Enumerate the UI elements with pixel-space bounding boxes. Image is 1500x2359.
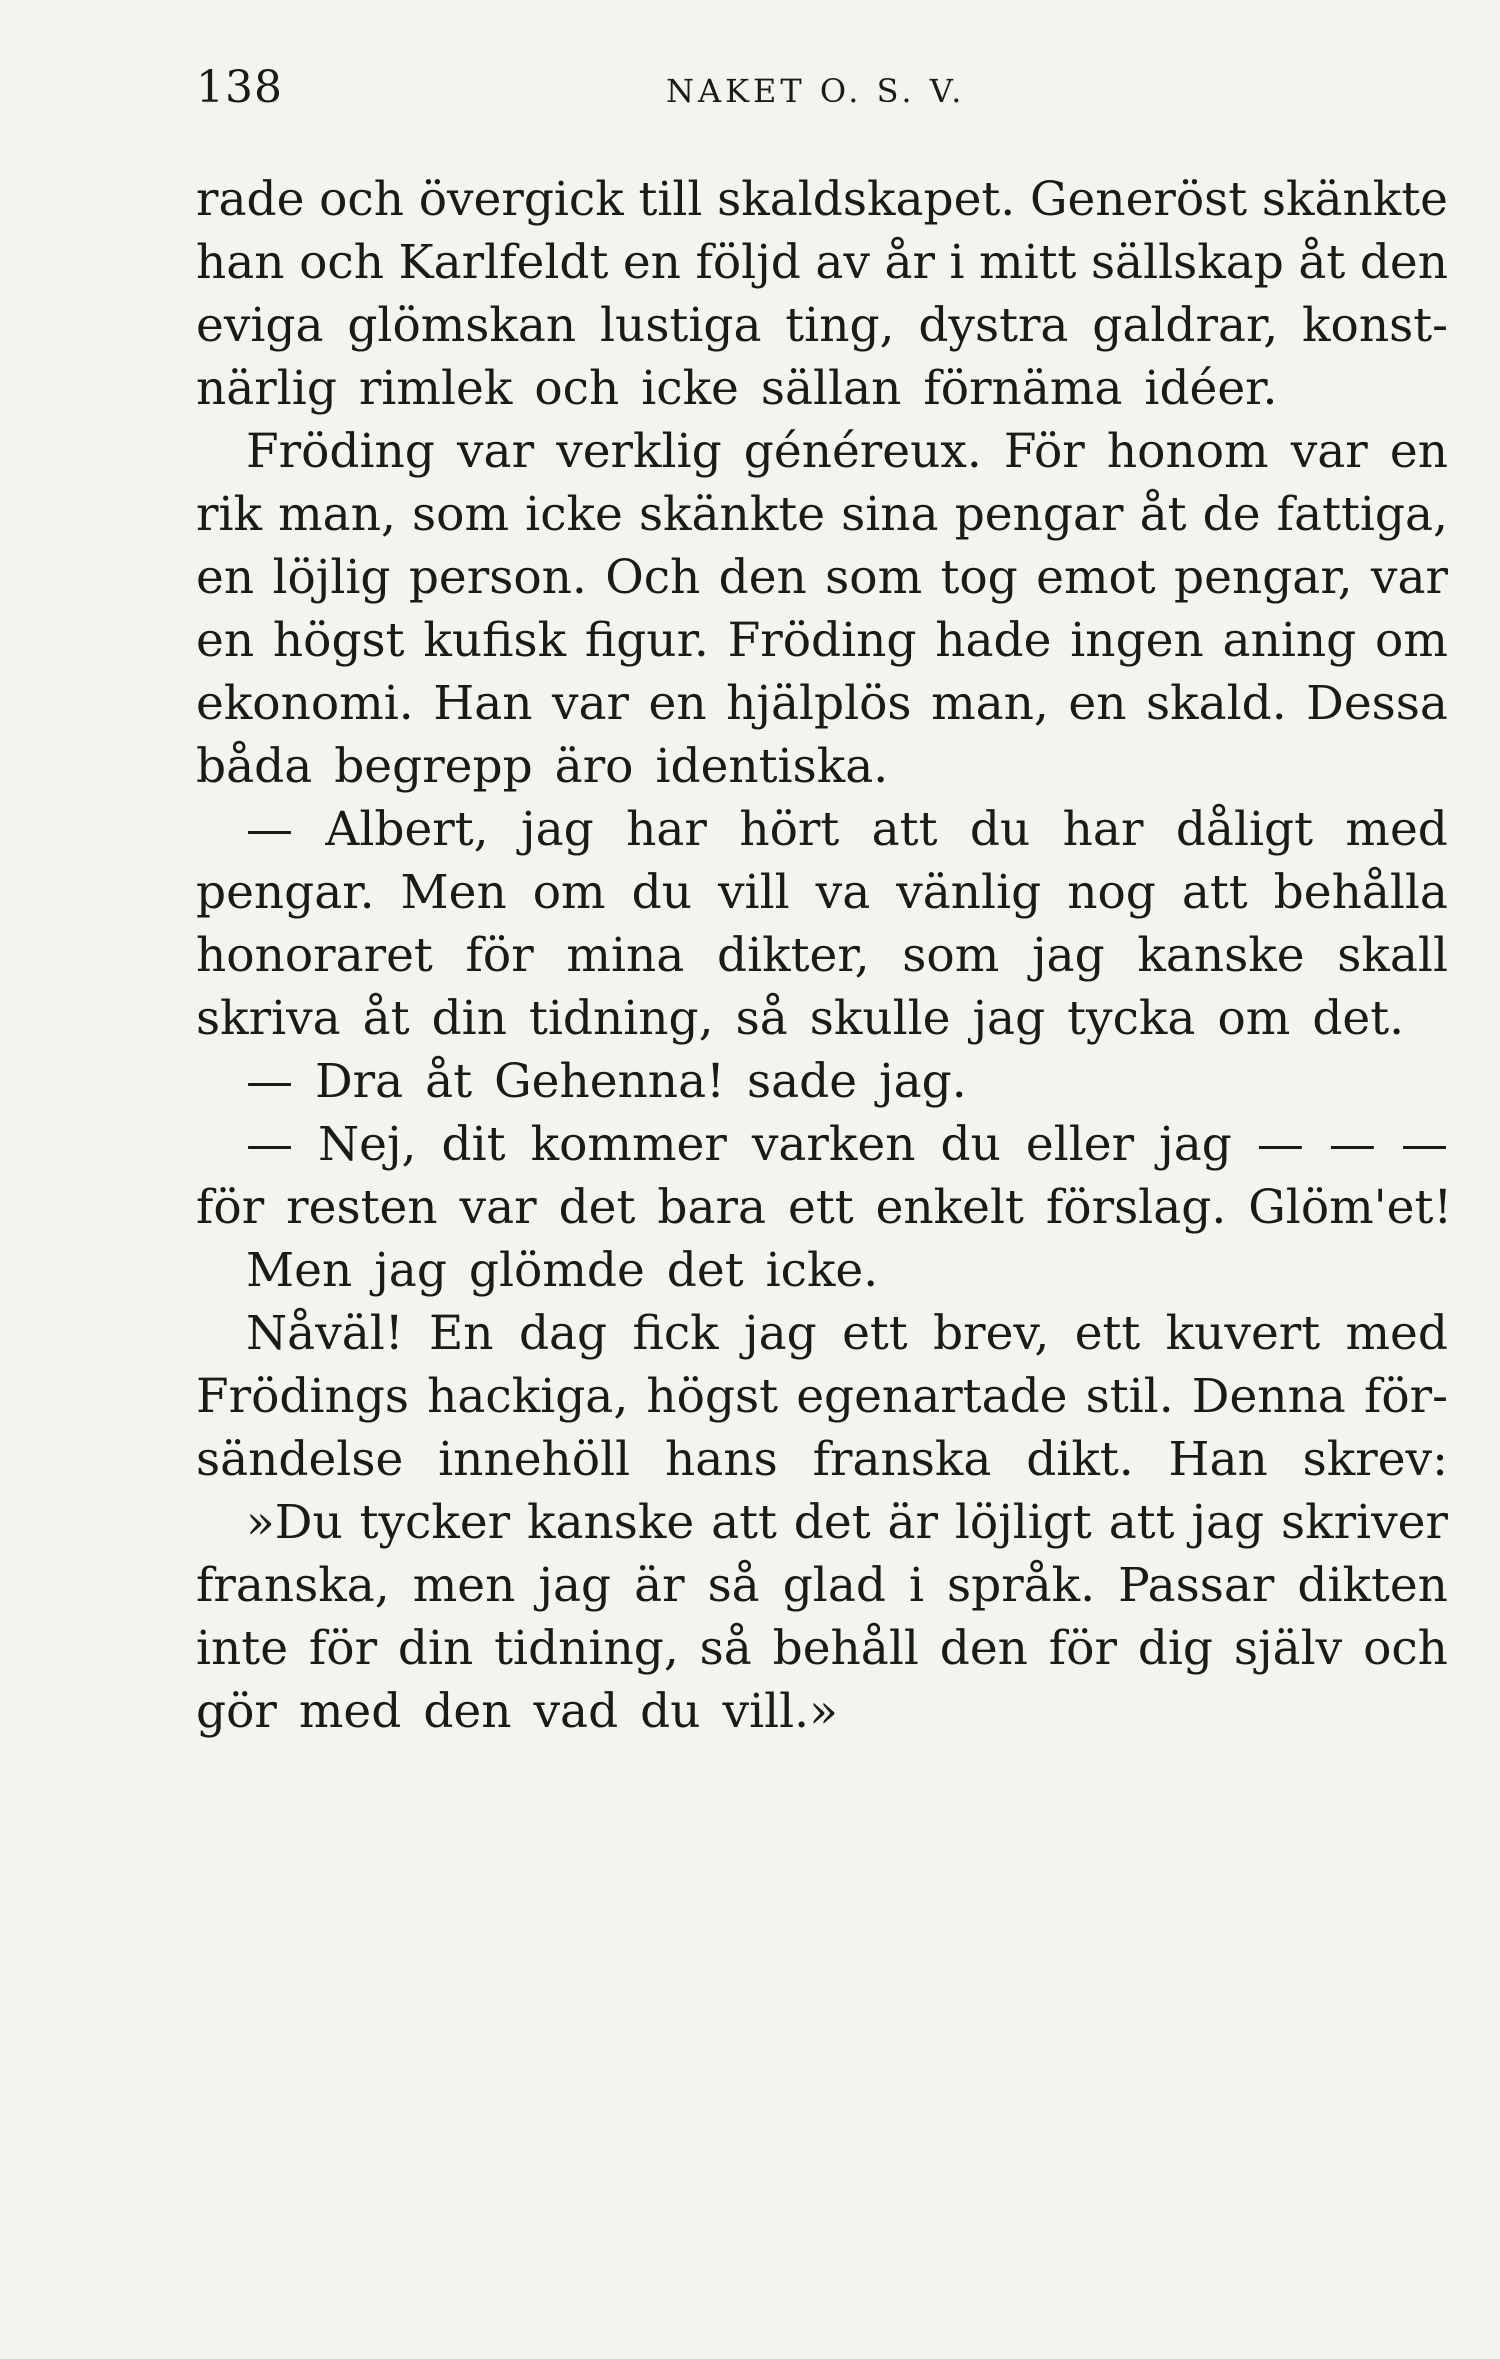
word: år (884, 235, 935, 290)
word: — (1400, 1117, 1448, 1172)
word: äro (554, 739, 634, 794)
word: icke (641, 361, 739, 416)
word: åt (1298, 235, 1346, 290)
word: rade (196, 172, 305, 227)
word: om (1217, 991, 1291, 1046)
word: vad (533, 1684, 619, 1739)
word: — (1256, 1117, 1304, 1172)
word: hört (739, 802, 840, 857)
word: vill (717, 865, 790, 920)
word: rimlek (358, 361, 513, 416)
word: du (631, 865, 692, 920)
word: kommer (530, 1117, 727, 1172)
text-line (196, 924, 1448, 987)
word: med (1345, 802, 1448, 857)
word: högst (646, 1369, 779, 1424)
word: sällskap (1090, 235, 1284, 290)
word: Gehenna! (494, 1054, 725, 1109)
text-line (196, 357, 1448, 420)
word: Men (400, 865, 507, 920)
word: »Du (246, 1495, 343, 1550)
word: han (196, 235, 285, 290)
word: har (1062, 802, 1144, 857)
word: för- (1363, 1369, 1448, 1424)
word: behåll (772, 1621, 919, 1676)
word: så (707, 1558, 760, 1613)
word: din (397, 1621, 474, 1676)
word: jag (972, 991, 1046, 1046)
text-line (196, 1491, 1448, 1554)
word: nog (1067, 865, 1156, 920)
word: du (969, 802, 1031, 857)
word: det (666, 1243, 744, 1298)
word: glömskan (347, 298, 577, 353)
word: övergick (418, 172, 624, 227)
word: skald. (1145, 676, 1287, 731)
word: dit (441, 1117, 506, 1172)
word: har (626, 802, 707, 857)
word: Glöm'et! (1248, 1180, 1453, 1235)
word: Han (1168, 1432, 1268, 1487)
word: man, (278, 487, 396, 542)
word: verklig (556, 424, 722, 479)
word: det (558, 1180, 636, 1235)
word: skulle (809, 991, 951, 1046)
text-line (196, 168, 1448, 231)
page-number: 138 (196, 62, 283, 113)
word: behålla (1273, 865, 1448, 920)
word: skänkte (1261, 172, 1448, 227)
word: icke (525, 487, 623, 542)
word: att (1108, 1495, 1175, 1550)
word: Denna (1191, 1369, 1346, 1424)
word: För (1003, 424, 1085, 479)
word: sade (747, 1054, 858, 1109)
word: hade (935, 613, 1052, 668)
word: att (871, 802, 938, 857)
word: enkelt (875, 1180, 1024, 1235)
word: innehöll (438, 1432, 631, 1487)
word: dikter, (717, 928, 870, 983)
word: franska, (196, 1558, 390, 1613)
word: var (551, 676, 630, 731)
word: pengar, (1174, 550, 1353, 605)
word: jag (1031, 928, 1105, 983)
text-line (196, 1554, 1448, 1617)
word: den (1359, 235, 1448, 290)
word: och (534, 361, 620, 416)
word: och (319, 172, 404, 227)
text-line (196, 420, 1448, 483)
word: ett (1074, 1306, 1141, 1361)
word: som (412, 487, 510, 542)
text-line (196, 735, 1448, 798)
word: En (429, 1306, 494, 1361)
word: Dessa (1306, 676, 1448, 731)
word: jag. (879, 1054, 967, 1109)
text-line (196, 231, 1448, 294)
word: emot (1036, 550, 1156, 605)
word: — (246, 1054, 293, 1109)
word: ingen (1070, 613, 1204, 668)
word: figur. (584, 613, 709, 668)
word: honom (1106, 424, 1269, 479)
word: åt (425, 1054, 473, 1109)
word: jag (374, 1243, 447, 1298)
word: skriva (196, 991, 341, 1046)
word: brev, (933, 1306, 1050, 1361)
text-line (196, 1302, 1448, 1365)
word: kufisk (423, 613, 567, 668)
word: Frödings (196, 1369, 409, 1424)
word: tidning, (494, 1621, 679, 1676)
word: förslag. (1045, 1180, 1227, 1235)
word: men (412, 1558, 516, 1613)
word: att (1181, 865, 1248, 920)
word: hjälplös (726, 676, 912, 731)
word: egenartade (796, 1369, 1068, 1424)
word: dikt. (1026, 1432, 1134, 1487)
word: — (1328, 1117, 1376, 1172)
word: Nåväl! (246, 1306, 404, 1361)
word: va (815, 865, 871, 920)
word: sändelse (196, 1432, 404, 1487)
word: och (1363, 1621, 1448, 1676)
word: dystra (918, 298, 1069, 353)
word: honoraret (196, 928, 433, 983)
word: glömde (468, 1243, 645, 1298)
word: stil. (1085, 1369, 1174, 1424)
text-line (196, 1113, 1448, 1176)
word: rik (196, 487, 262, 542)
word: franska (812, 1432, 992, 1487)
word: för (308, 1621, 378, 1676)
word: en (1389, 424, 1448, 479)
word: ett (788, 1180, 854, 1235)
word: om (1375, 613, 1448, 668)
word: Nej, (318, 1117, 417, 1172)
word: pengar (954, 487, 1124, 542)
word: Men (246, 1243, 353, 1298)
word: mina (566, 928, 685, 983)
word: — (246, 1117, 293, 1172)
word: en (1068, 676, 1127, 731)
word: jag (744, 1306, 817, 1361)
text-line (196, 987, 1448, 1050)
text-line (196, 1680, 1448, 1743)
text-line (196, 1617, 1448, 1680)
word: skrev: (1302, 1432, 1448, 1487)
text-line (196, 609, 1448, 672)
text-line (196, 861, 1448, 924)
word: Fröding (246, 424, 435, 479)
word: av (815, 235, 870, 290)
word: högst (272, 613, 405, 668)
word: skänkte (638, 487, 826, 542)
word: ett (842, 1306, 908, 1361)
word: ekonomi. (196, 676, 414, 731)
word: i (949, 235, 965, 290)
word: följd (695, 235, 801, 290)
word: åt (362, 991, 410, 1046)
word: kanske (1137, 928, 1305, 983)
text-line (196, 672, 1448, 735)
word: det. (1312, 991, 1405, 1046)
word: var (459, 1180, 537, 1235)
word: den (939, 1621, 1028, 1676)
word: som (825, 550, 923, 605)
word: sällan (760, 361, 902, 416)
word: idéer. (1144, 361, 1278, 416)
word: skall (1337, 928, 1448, 983)
page-header (196, 62, 1446, 132)
word: resten (286, 1180, 438, 1235)
word: gör (196, 1684, 277, 1739)
word: själv (1233, 1621, 1343, 1676)
word: glad (782, 1558, 886, 1613)
word: var (457, 424, 535, 479)
word: till (638, 172, 703, 227)
word: man, (931, 676, 1049, 731)
word: kuvert (1165, 1306, 1321, 1361)
word: pengar. (196, 865, 375, 920)
word: identiska. (655, 739, 889, 794)
word: en (196, 550, 255, 605)
word: — (246, 802, 293, 857)
word: i (908, 1558, 924, 1613)
word: Karlfeldt (398, 235, 609, 290)
word: hackiga, (427, 1369, 629, 1424)
word: det (793, 1495, 871, 1550)
word: är (634, 1558, 685, 1613)
word: varken (751, 1117, 916, 1172)
word: konst- (1302, 298, 1448, 353)
word: Och (605, 550, 701, 605)
word: Passar (1118, 1558, 1275, 1613)
word: dåligt (1175, 802, 1313, 857)
word: dikten (1297, 1558, 1448, 1613)
word: Dra (315, 1054, 404, 1109)
word: Generöst (1029, 172, 1248, 227)
word: så (699, 1621, 752, 1676)
word: är (887, 1495, 938, 1550)
text-line (196, 1428, 1448, 1491)
word: du (940, 1117, 1001, 1172)
word: généreux. (743, 424, 982, 479)
word: närlig (196, 361, 337, 416)
text-line (196, 546, 1448, 609)
word: för (465, 928, 534, 983)
word: person. (408, 550, 587, 605)
word: språk. (946, 1558, 1096, 1613)
word: jag (1159, 1117, 1232, 1172)
word: icke. (765, 1243, 879, 1298)
word: för (196, 1180, 265, 1235)
word: skaldskapet. (717, 172, 1016, 227)
word: ting, (785, 298, 895, 353)
word: åt (1139, 487, 1187, 542)
text-line (196, 1176, 1453, 1239)
word: vänlig (896, 865, 1042, 920)
word: jag (1191, 1495, 1265, 1550)
word: eviga (196, 298, 324, 353)
word: en (196, 613, 255, 668)
word: din (431, 991, 507, 1046)
word: skriver (1280, 1495, 1448, 1550)
word: jag (521, 802, 594, 857)
word: Albert, (325, 802, 489, 857)
text-line (196, 1239, 1448, 1302)
text-line (196, 483, 1448, 546)
word: bara (657, 1180, 766, 1235)
word: inte (196, 1621, 289, 1676)
word: fattiga, (1276, 487, 1448, 542)
word: kanske (527, 1495, 695, 1550)
word: tog (940, 550, 1018, 605)
text-line (196, 294, 1448, 357)
word: tidning, (528, 991, 714, 1046)
word: eller (1025, 1117, 1135, 1172)
word: du (640, 1684, 701, 1739)
word: med (1345, 1306, 1448, 1361)
word: Han (433, 676, 533, 731)
word: begrepp (334, 739, 533, 794)
word: tycker (359, 1495, 511, 1550)
word: mitt (979, 235, 1077, 290)
word: den (718, 550, 807, 605)
word: lustiga (600, 298, 762, 353)
word: aning (1222, 613, 1357, 668)
word: för (1048, 1621, 1117, 1676)
word: löjligt (954, 1495, 1092, 1550)
word: som (902, 928, 1000, 983)
word: jag (538, 1558, 612, 1613)
text-line (196, 1365, 1448, 1428)
word: löjlig (272, 550, 391, 605)
word: båda (196, 739, 313, 794)
word: tycka (1067, 991, 1196, 1046)
word: den (423, 1684, 512, 1739)
word: en (648, 676, 707, 731)
word: med (298, 1684, 402, 1739)
word: dag (518, 1306, 608, 1361)
word: en (622, 235, 681, 290)
word: fick (632, 1306, 719, 1361)
text-line (196, 798, 1448, 861)
word: och (299, 235, 384, 290)
word: så (735, 991, 788, 1046)
word: hans (665, 1432, 778, 1487)
word: att (711, 1495, 777, 1550)
word: de (1202, 487, 1261, 542)
word: var (1370, 550, 1448, 605)
word: dig (1137, 1621, 1214, 1676)
text-line (196, 1050, 1448, 1113)
word: om (532, 865, 606, 920)
running-head: NAKET O. S. V. (666, 72, 966, 110)
word: var (1290, 424, 1368, 479)
word: galdrar, (1092, 298, 1279, 353)
word: vill.» (722, 1684, 838, 1739)
word: sina (841, 487, 939, 542)
word: Fröding (727, 613, 917, 668)
body-text (196, 168, 1453, 1743)
word: förnäma (923, 361, 1123, 416)
